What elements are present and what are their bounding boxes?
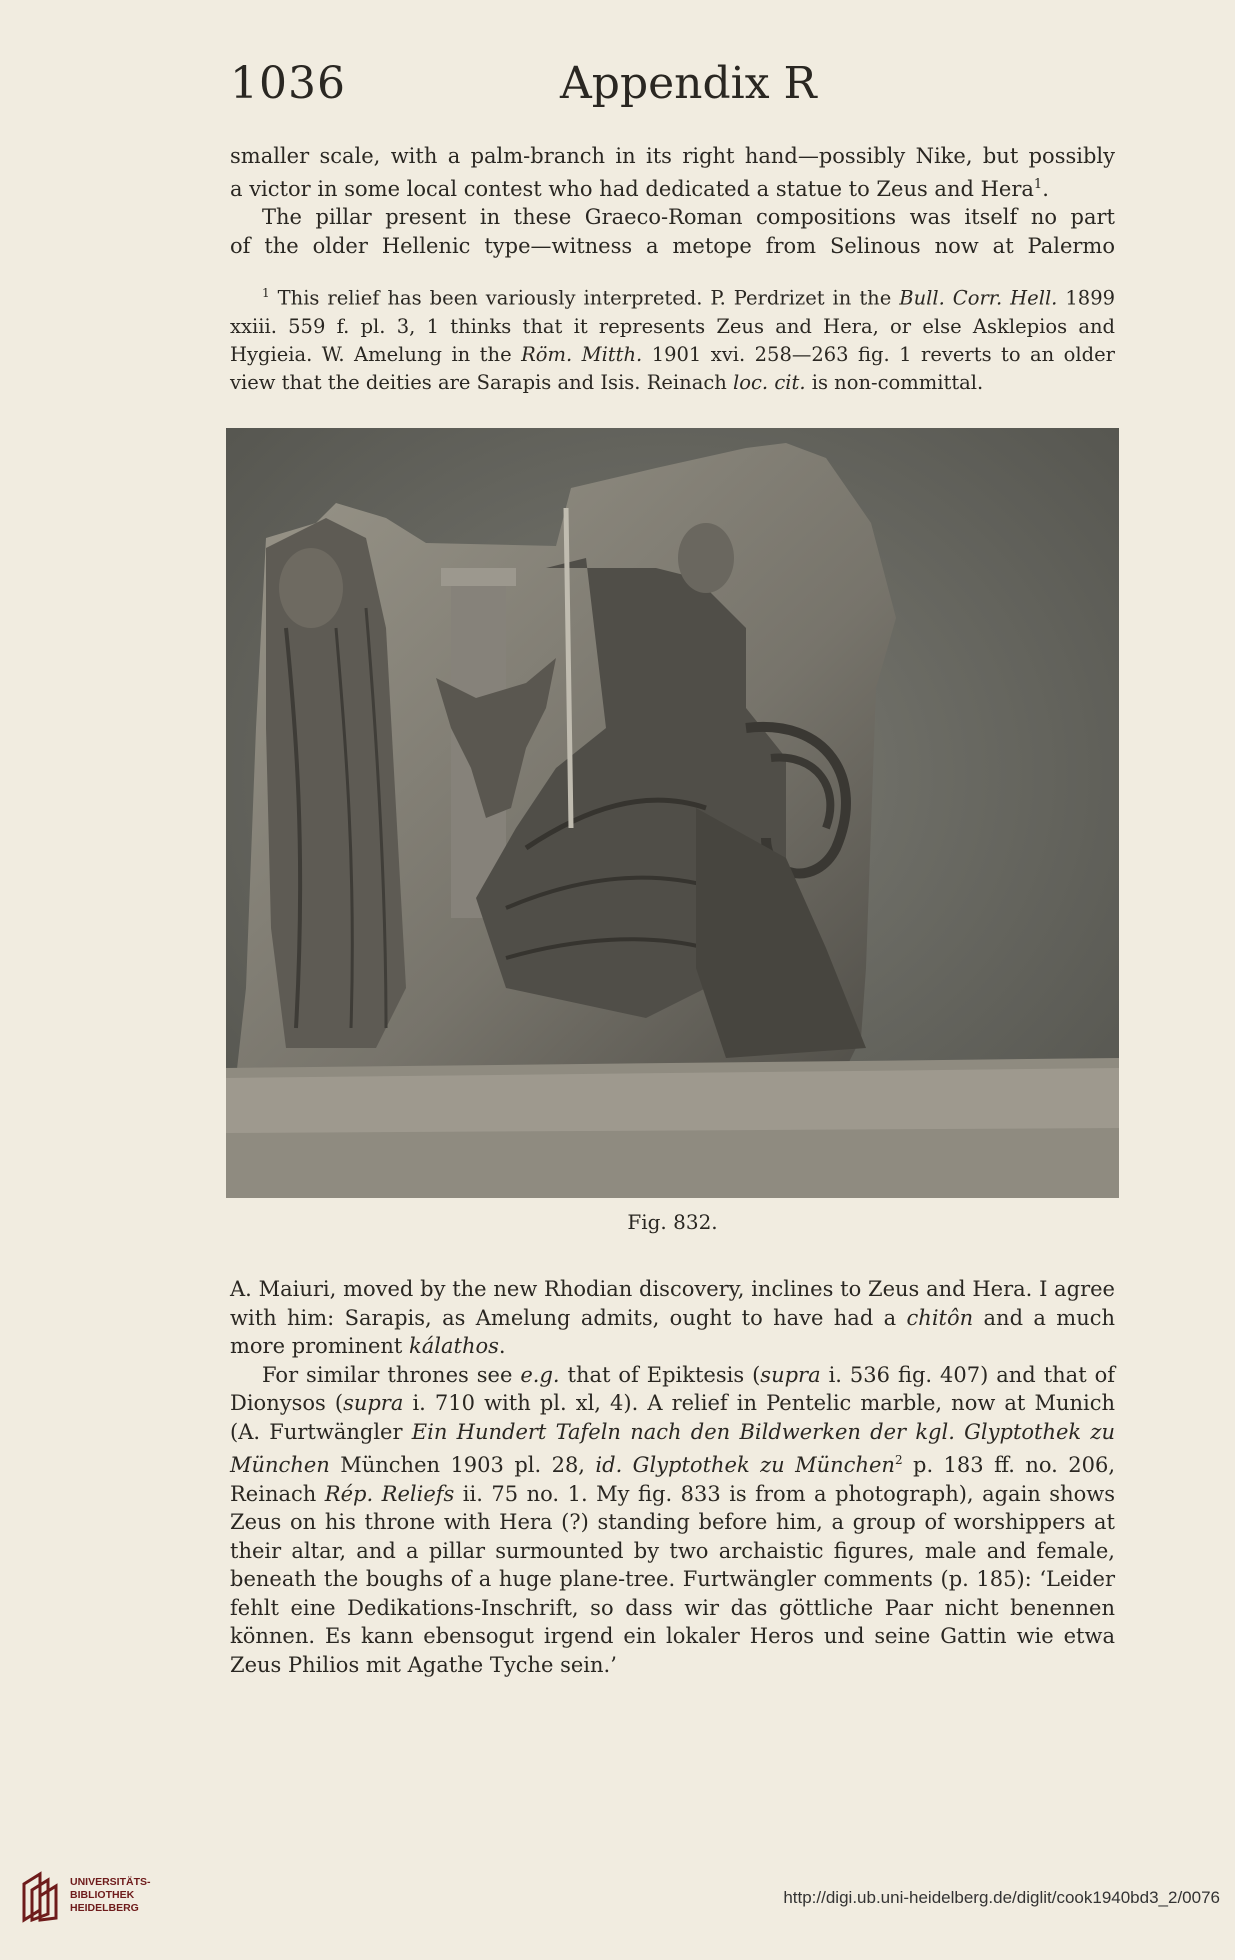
footnote-marker[interactable]: 1	[1033, 176, 1043, 192]
edition-superscript: 2	[894, 1453, 903, 1467]
italic-term: chitôn	[906, 1305, 974, 1330]
italic-term: supra	[343, 1391, 404, 1415]
text-line	[230, 171, 1115, 204]
library-name-line: HEIDELBERG	[70, 1902, 139, 1914]
footnote-number: 1	[262, 286, 270, 300]
library-name-line: BIBLIOTHEK	[70, 1889, 135, 1901]
text-span: A. Maiuri, moved by the new Rhodian discovery, inclines to Zeus and Hera. I agree with him: Sarapis, as Amelung admits, ought to have had a	[230, 1277, 1115, 1330]
text-line: smaller scale, with a palm-branch in its right hand—possibly Nike, but possibly	[230, 144, 1115, 168]
page-header	[230, 58, 1115, 118]
page-number: 1036	[230, 58, 346, 109]
text-line: of the older Hellenic type—witness a metope from Selinous now at Palermo	[230, 233, 1115, 258]
text-span: .	[498, 1334, 506, 1358]
relief-photograph	[226, 428, 1119, 1198]
text-span: i. 536 fig. 407) and that of Dionysos (	[230, 1362, 1115, 1415]
italic-term: supra	[760, 1362, 821, 1387]
italic-term: e.g.	[520, 1362, 560, 1387]
source-url[interactable]: http://digi.ub.uni-heidelberg.de/diglit/cook1940bd3_2/0076	[783, 1888, 1220, 1907]
italic-term: Ein Hundert Tafeln nach den Bildwerken der kgl. Glyptothek zu München	[230, 1419, 1116, 1477]
text-line-body: a victor in some local contest who had dedicated a statue to Zeus and Hera	[230, 176, 1034, 201]
figure-caption: Fig. 832.	[627, 1210, 718, 1234]
footnote-text: 1899 xxiii. 559 f. pl. 3, 1 thinks that it represents Zeus and Hera, or else Asklepios and Hygieia. W. Amelung in the	[230, 286, 1116, 366]
footnote-text: 1901 xvi. 258—263 fig. 1 reverts to an older view that the deities are Sarapis and Isis. Reinach	[230, 342, 1115, 394]
library-logo-icon	[18, 1870, 66, 1925]
library-name	[70, 1876, 151, 1915]
text-span: ii. 75 no. 1. My fig. 833 is from a photograph), again shows Zeus on his throne with Hera (?) standing before him, a group of worshippers at their altar, and a pillar surmounted by two archaistic figures, male and female, beneath the boughs of a huge plane-tree. Furtwängler comments (p. 185): ‘Leider fehlt eine Dedikations-Inschrift, so dass wir das göttliche Paar nicht benennen können. Es kann ebensogut irgend ein lokaler Heros und seine Gattin wie etwa Zeus Philios mit Agathe Tyche sein.’	[230, 1481, 1116, 1677]
text-span: and a much more prominent	[230, 1305, 1115, 1358]
text-span: For similar thrones see	[262, 1362, 521, 1387]
text-span: München 1903 pl. 28,	[329, 1453, 596, 1477]
text-line-end: .	[1042, 176, 1049, 201]
text-span: i. 710 with pl. xl, 4). A relief in Pentelic marble, now at Munich (A. Furtwängler	[230, 1391, 1115, 1444]
footnote-text: is non-committal.	[805, 370, 984, 394]
running-title: Appendix R	[560, 58, 817, 109]
italic-term: id. Glyptothek zu München	[595, 1453, 895, 1477]
footnote	[230, 279, 1115, 397]
italic-term: Rép. Reliefs	[324, 1481, 455, 1506]
library-name-line: UNIVERSITÄTS-	[70, 1876, 151, 1888]
library-footer	[0, 1870, 1235, 1940]
footnote-text: This relief has been variously interpreted. P. Perdrizet in the	[269, 286, 900, 310]
paragraph	[230, 1275, 1115, 1361]
footnote-citation: Bull. Corr. Hell.	[899, 286, 1058, 310]
italic-term: kálathos	[409, 1334, 499, 1358]
text-span: that of Epiktesis (	[559, 1362, 761, 1387]
relief-illustration	[226, 428, 1119, 1198]
text-line: The pillar present in these Graeco-Roman compositions was itself no part	[262, 205, 1115, 229]
paragraph	[230, 1361, 1115, 1680]
text-span: p. 183 ff. no. 206, Reinach	[230, 1453, 1116, 1506]
footnote-citation: loc. cit.	[733, 370, 806, 394]
paragraph-continued	[230, 142, 1115, 260]
main-text	[230, 1275, 1115, 1679]
footnote-citation: Röm. Mitth.	[521, 342, 643, 366]
